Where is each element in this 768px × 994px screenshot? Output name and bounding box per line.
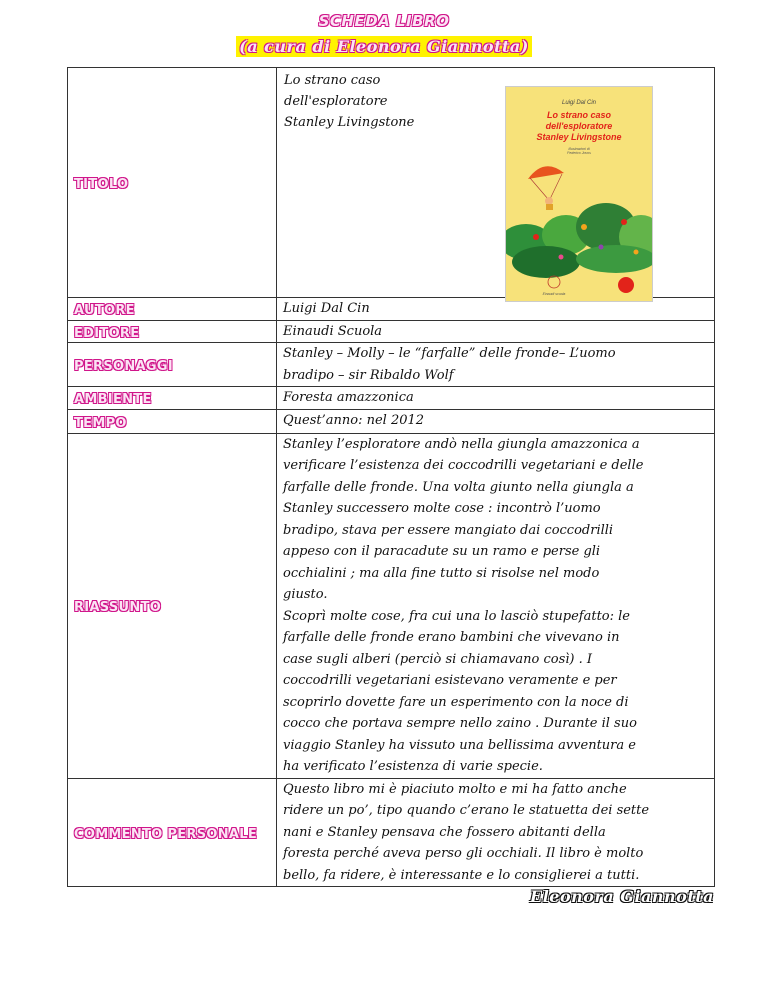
label-personaggi: PERSONAGGI xyxy=(74,359,173,374)
text-line: cocco che portava sempre nello zaino . Durante il suo xyxy=(283,716,637,731)
text-line: verificare l’esistenza dei coccodrilli vegetariani e delle xyxy=(283,458,644,473)
text-line: nani e Stanley pensava che fossero abitanti della xyxy=(283,824,606,840)
text-line: farfalle delle fronde erano bambini che vivevano in xyxy=(283,630,620,645)
text-line: occhialini ; ma alla fine tutto si risolse nel modo xyxy=(283,565,600,581)
label-editore: EDITORE xyxy=(74,325,140,341)
value-autore: Luigi Dal Cin xyxy=(277,298,715,321)
label-cell-editore xyxy=(68,320,277,343)
document-subtitle xyxy=(0,37,768,56)
label-riassunto: RIASSUNTO xyxy=(74,600,162,615)
text-line: scoprirlo dovette fare un esperimento con la noce di xyxy=(283,694,629,710)
cover-illustrator-line: Federico Jovos xyxy=(567,151,591,155)
text-line: Stanley successero molte cose : incontrò l’uomo xyxy=(283,501,601,516)
label-cell-riassunto xyxy=(68,433,277,778)
value-cell-titolo xyxy=(277,68,715,298)
label-ambiente: AMBIENTE xyxy=(74,392,152,408)
cover-publisher: Einaudi scuola xyxy=(542,292,566,296)
cover-illustrator-line: Illustrazioni di xyxy=(568,147,590,151)
text-line: Scoprì molte cose, fra cui una lo lasciò stupefatto: le xyxy=(283,608,630,624)
cover-title-line: Stanley Livingstone xyxy=(536,132,622,142)
label-tempo: TEMPO xyxy=(74,415,127,431)
document-title: SCHEDA LIBRO xyxy=(318,12,450,30)
value-editore: Einaudi Scuola xyxy=(277,320,715,343)
text-line: case sugli alberi (perciò si chiamavano così) . I xyxy=(283,651,593,667)
label-cell-ambiente xyxy=(68,387,277,410)
label-cell-autore xyxy=(68,298,277,321)
author-signature: Eleonora Giannotta xyxy=(530,887,714,906)
text-line: bello, fa ridere, è interessante e lo consiglierei a tutti. xyxy=(283,867,640,883)
value-tempo: Quest’anno: nel 2012 xyxy=(277,409,715,433)
value-commento xyxy=(277,778,715,887)
text-line: Stanley – Molly – le “farfalle” delle fronde– L’uomo xyxy=(283,346,616,361)
text-line: ridere un po’, tipo quando c’erano le statuetta dei sette xyxy=(283,803,650,818)
text-line: bradipo, stava per essere mangiato dai coccodrilli xyxy=(283,522,614,538)
text-line: foresta perché aveva perso gli occhiali. Il libro è molto xyxy=(283,846,644,861)
book-title xyxy=(284,70,414,133)
label-commento-personale: COMMENTO PERSONALE xyxy=(74,826,258,842)
text-line: giusto. xyxy=(283,587,328,602)
value-ambiente: Foresta amazzonica xyxy=(277,387,715,410)
book-title-line: dell'esploratore xyxy=(284,94,388,109)
text-line: bradipo – sir Ribaldo Wolf xyxy=(283,367,454,383)
book-title-line: Lo strano caso xyxy=(284,73,381,88)
text-line: viaggio Stanley ha vissuto una bellissima avventura e xyxy=(283,737,636,753)
label-cell-commento xyxy=(68,778,277,887)
text-line: ha verificato l’esistenza di varie specie. xyxy=(283,759,543,774)
cover-author: Luigi Dal Cin xyxy=(561,100,597,106)
label-cell-tempo xyxy=(68,409,277,433)
value-riassunto xyxy=(277,433,715,778)
label-cell-titolo xyxy=(68,68,277,298)
book-cover-image xyxy=(505,86,653,302)
text-line: farfalle delle fronde. Una volta giunto nella giungla a xyxy=(283,479,634,495)
book-cover-illustration xyxy=(506,87,652,301)
label-cell-personaggi xyxy=(68,343,277,387)
label-titolo: TITOLO xyxy=(74,177,129,192)
cover-title-line: dell'esploratore xyxy=(545,121,613,131)
text-line: Stanley l’esploratore andò nella giungla amazzonica a xyxy=(283,436,640,452)
text-line: Questo libro mi è piaciuto molto e mi ha fatto anche xyxy=(283,781,627,797)
text-line: appeso con il paracadute su un ramo e perse gli xyxy=(283,544,601,559)
subtitle-highlight: (a cura di Eleonora Giannotta) xyxy=(236,36,532,57)
book-sheet-table xyxy=(67,67,715,887)
value-personaggi xyxy=(277,343,715,387)
cover-title-line: Lo strano caso xyxy=(546,110,612,120)
book-title-line: Stanley Livingstone xyxy=(284,115,415,130)
label-autore: AUTORE xyxy=(74,303,135,319)
text-line: coccodrilli vegetariani esistevano veramente e per xyxy=(283,673,617,688)
